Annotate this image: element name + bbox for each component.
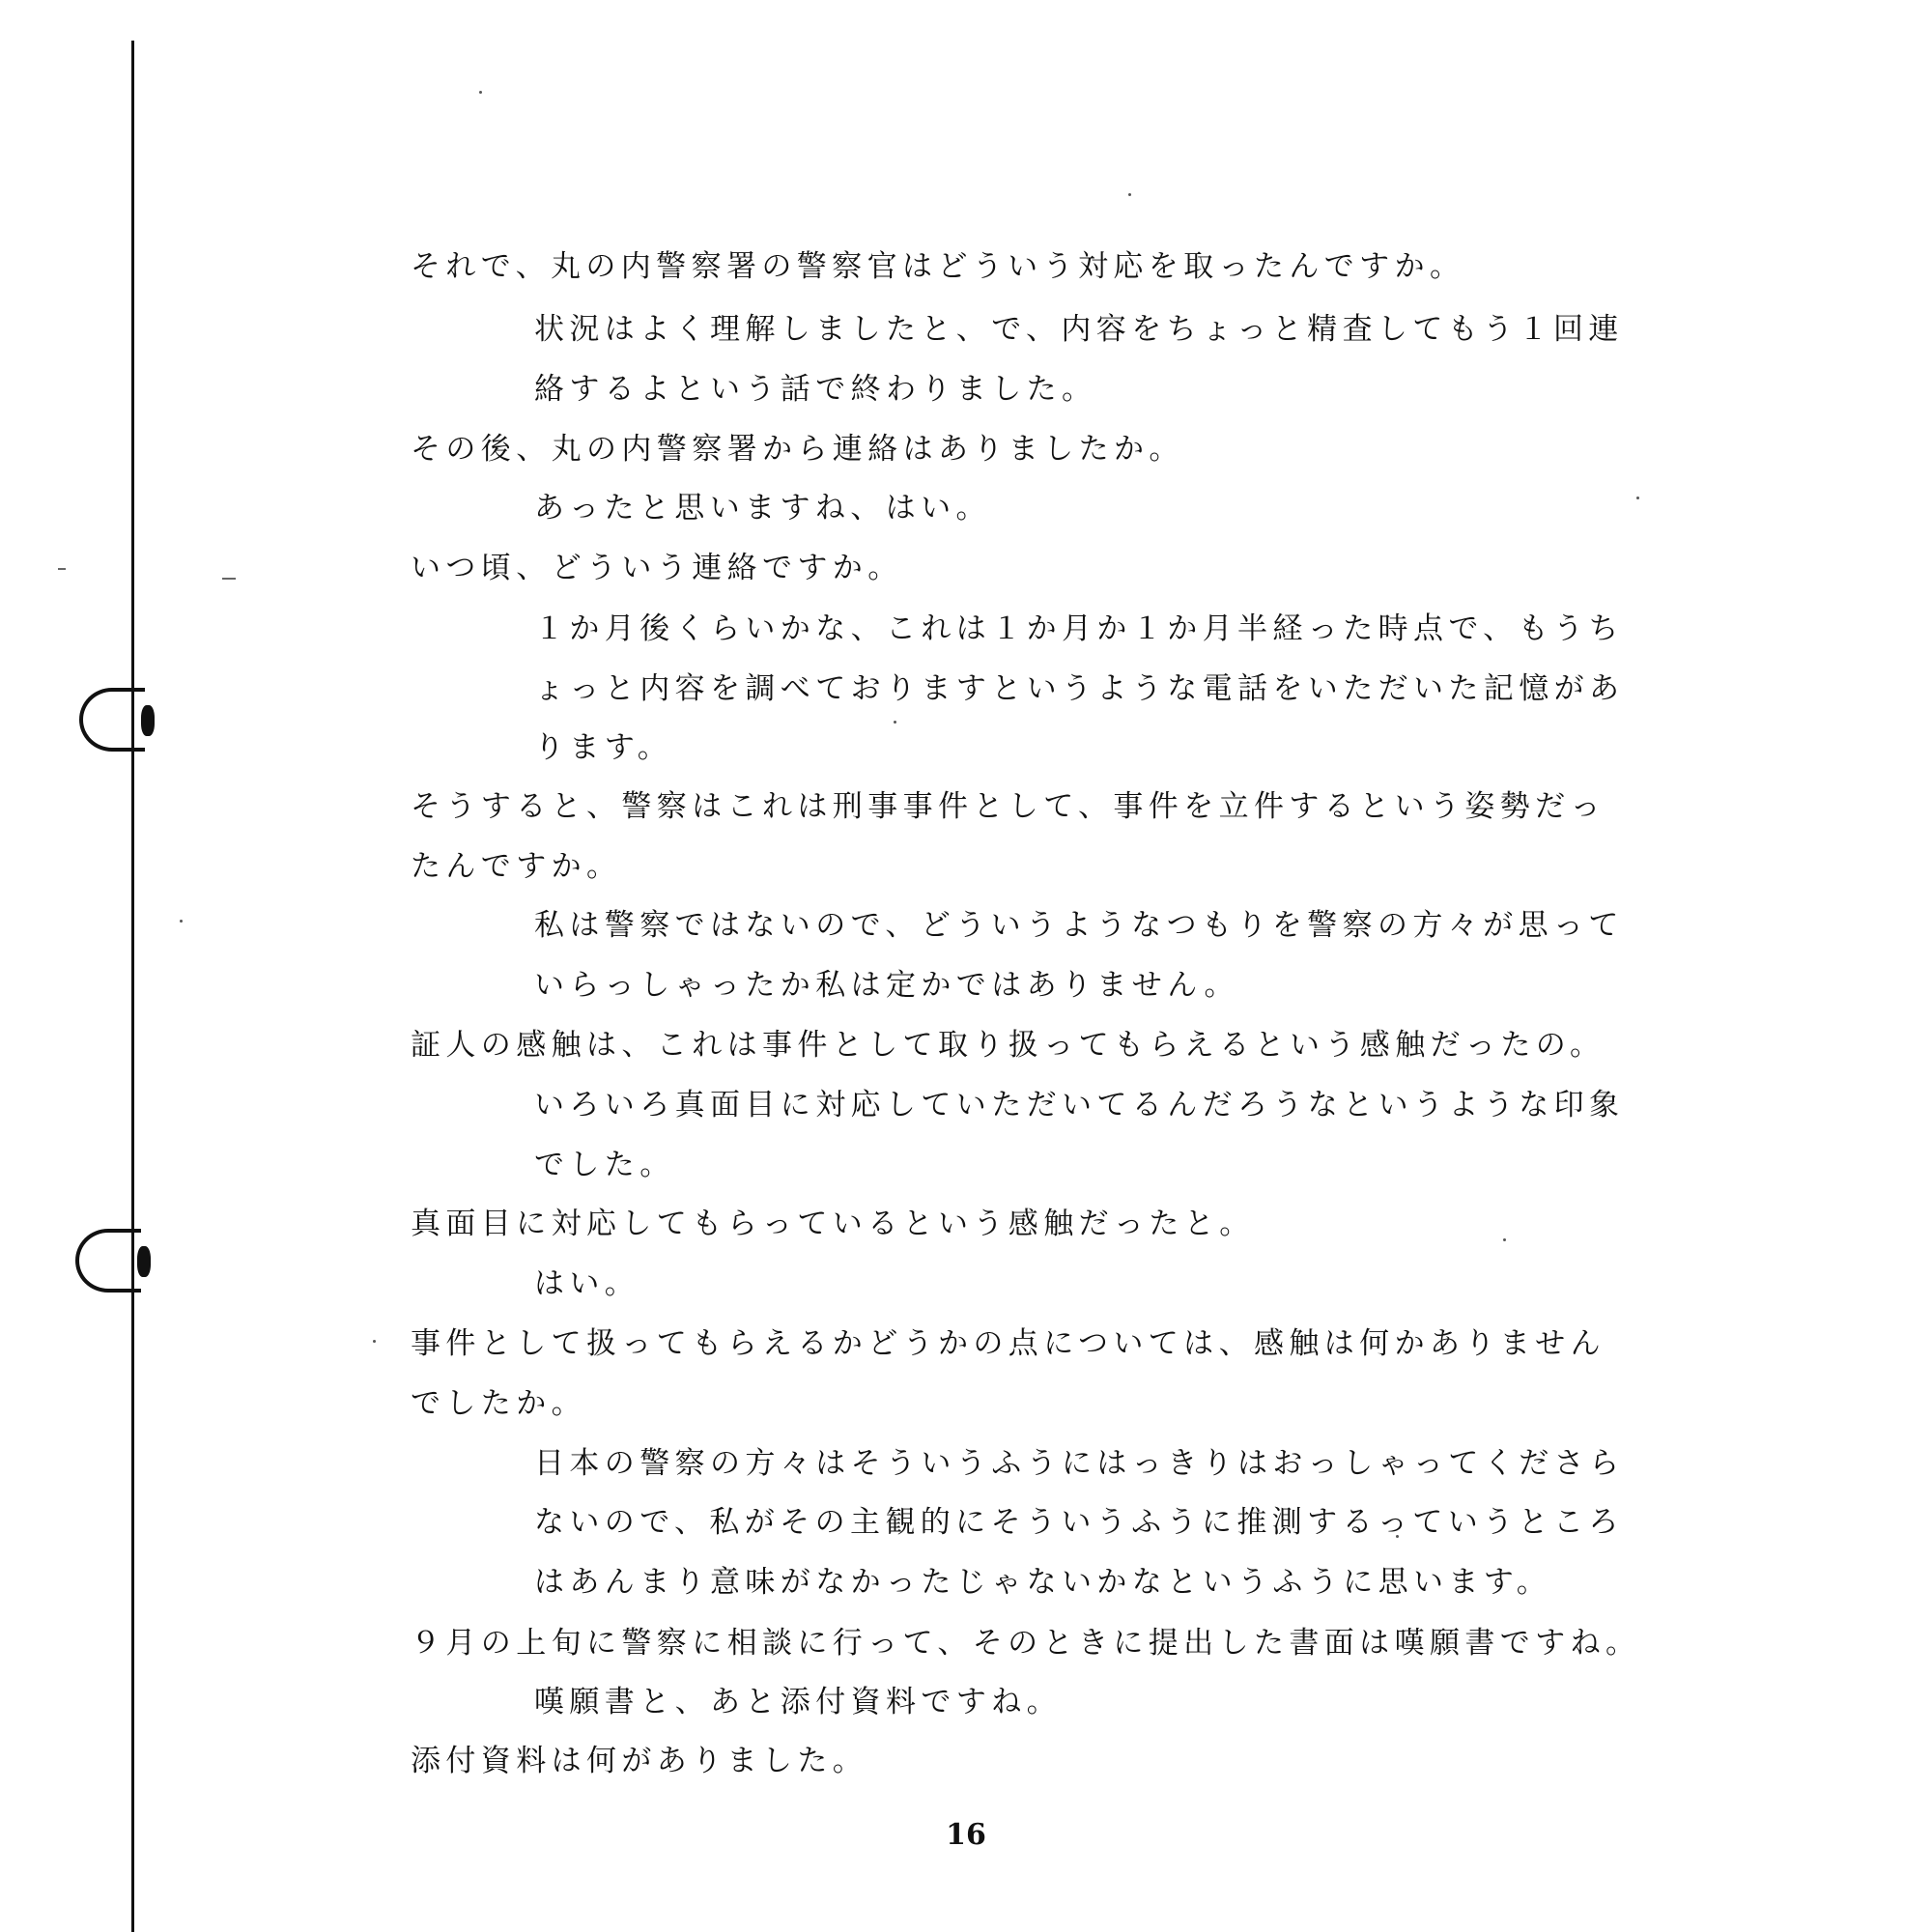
transcript-line: そうすると、警察はこれは刑事事件として、事件を立件するという姿勢だっ (411, 789, 1605, 824)
transcript-line: ょっと内容を調べておりますというような電話をいただいた記憶があ (534, 671, 1625, 706)
transcript-line: ります。 (534, 730, 673, 765)
transcript-line: 日本の警察の方々はそういうふうにはっきりはおっしゃってくださら (534, 1446, 1625, 1481)
transcript-line: でしたか。 (411, 1386, 586, 1421)
transcript-line: 私は警察ではないので、どういうようなつもりを警察の方々が思って (534, 908, 1624, 943)
transcript-line: はい。 (534, 1266, 640, 1301)
transcript-line: はあんまり意味がなかったじゃないかなというふうに思います。 (534, 1565, 1552, 1600)
transcript-line: ないので、私がその主観的にそういうふうに推測するっていうところ (534, 1505, 1624, 1540)
transcript-line: いつ頃、どういう連絡ですか。 (411, 551, 903, 585)
transcript-line: ９月の上旬に警察に相談に行って、そのときに提出した書面は嘆願書ですね。 (411, 1626, 1641, 1661)
transcript-line: 真面目に対応してもらっているという感触だったと。 (411, 1207, 1255, 1241)
transcript-line: 添付資料は何がありました。 (411, 1744, 868, 1778)
transcript-line: 嘆願書と、あと添付資料ですね。 (534, 1685, 1062, 1719)
transcript-line: いろいろ真面目に対応していただいてるんだろうなというような印象 (534, 1088, 1625, 1122)
transcript-line: その後、丸の内警察署から連絡はありましたか。 (411, 432, 1184, 467)
transcript-line: でした。 (534, 1148, 675, 1182)
transcript-line: 証人の感触は、これは事件として取り扱ってもらえるという感触だったの。 (411, 1028, 1605, 1063)
transcript-line: 絡するよという話で終わりました。 (534, 372, 1097, 407)
transcript-line: たんですか。 (411, 849, 622, 884)
transcript-line: １か月後くらいかな、これは１か月か１か月半経った時点で、もうち (534, 611, 1624, 646)
page-number: 16 (946, 1818, 986, 1852)
transcript-line: 事件として扱ってもらえるかどうかの点については、感触は何かありません (411, 1326, 1605, 1361)
transcript-line: 状況はよく理解しましたと、で、内容をちょっと精査してもう１回連 (534, 312, 1624, 347)
transcript-line: あったと思いますね、はい。 (534, 491, 991, 526)
transcript-line: それで、丸の内警察署の警察官はどういう対応を取ったんですか。 (411, 249, 1465, 284)
transcript-line: いらっしゃったか私は定かではありません。 (534, 968, 1239, 1003)
